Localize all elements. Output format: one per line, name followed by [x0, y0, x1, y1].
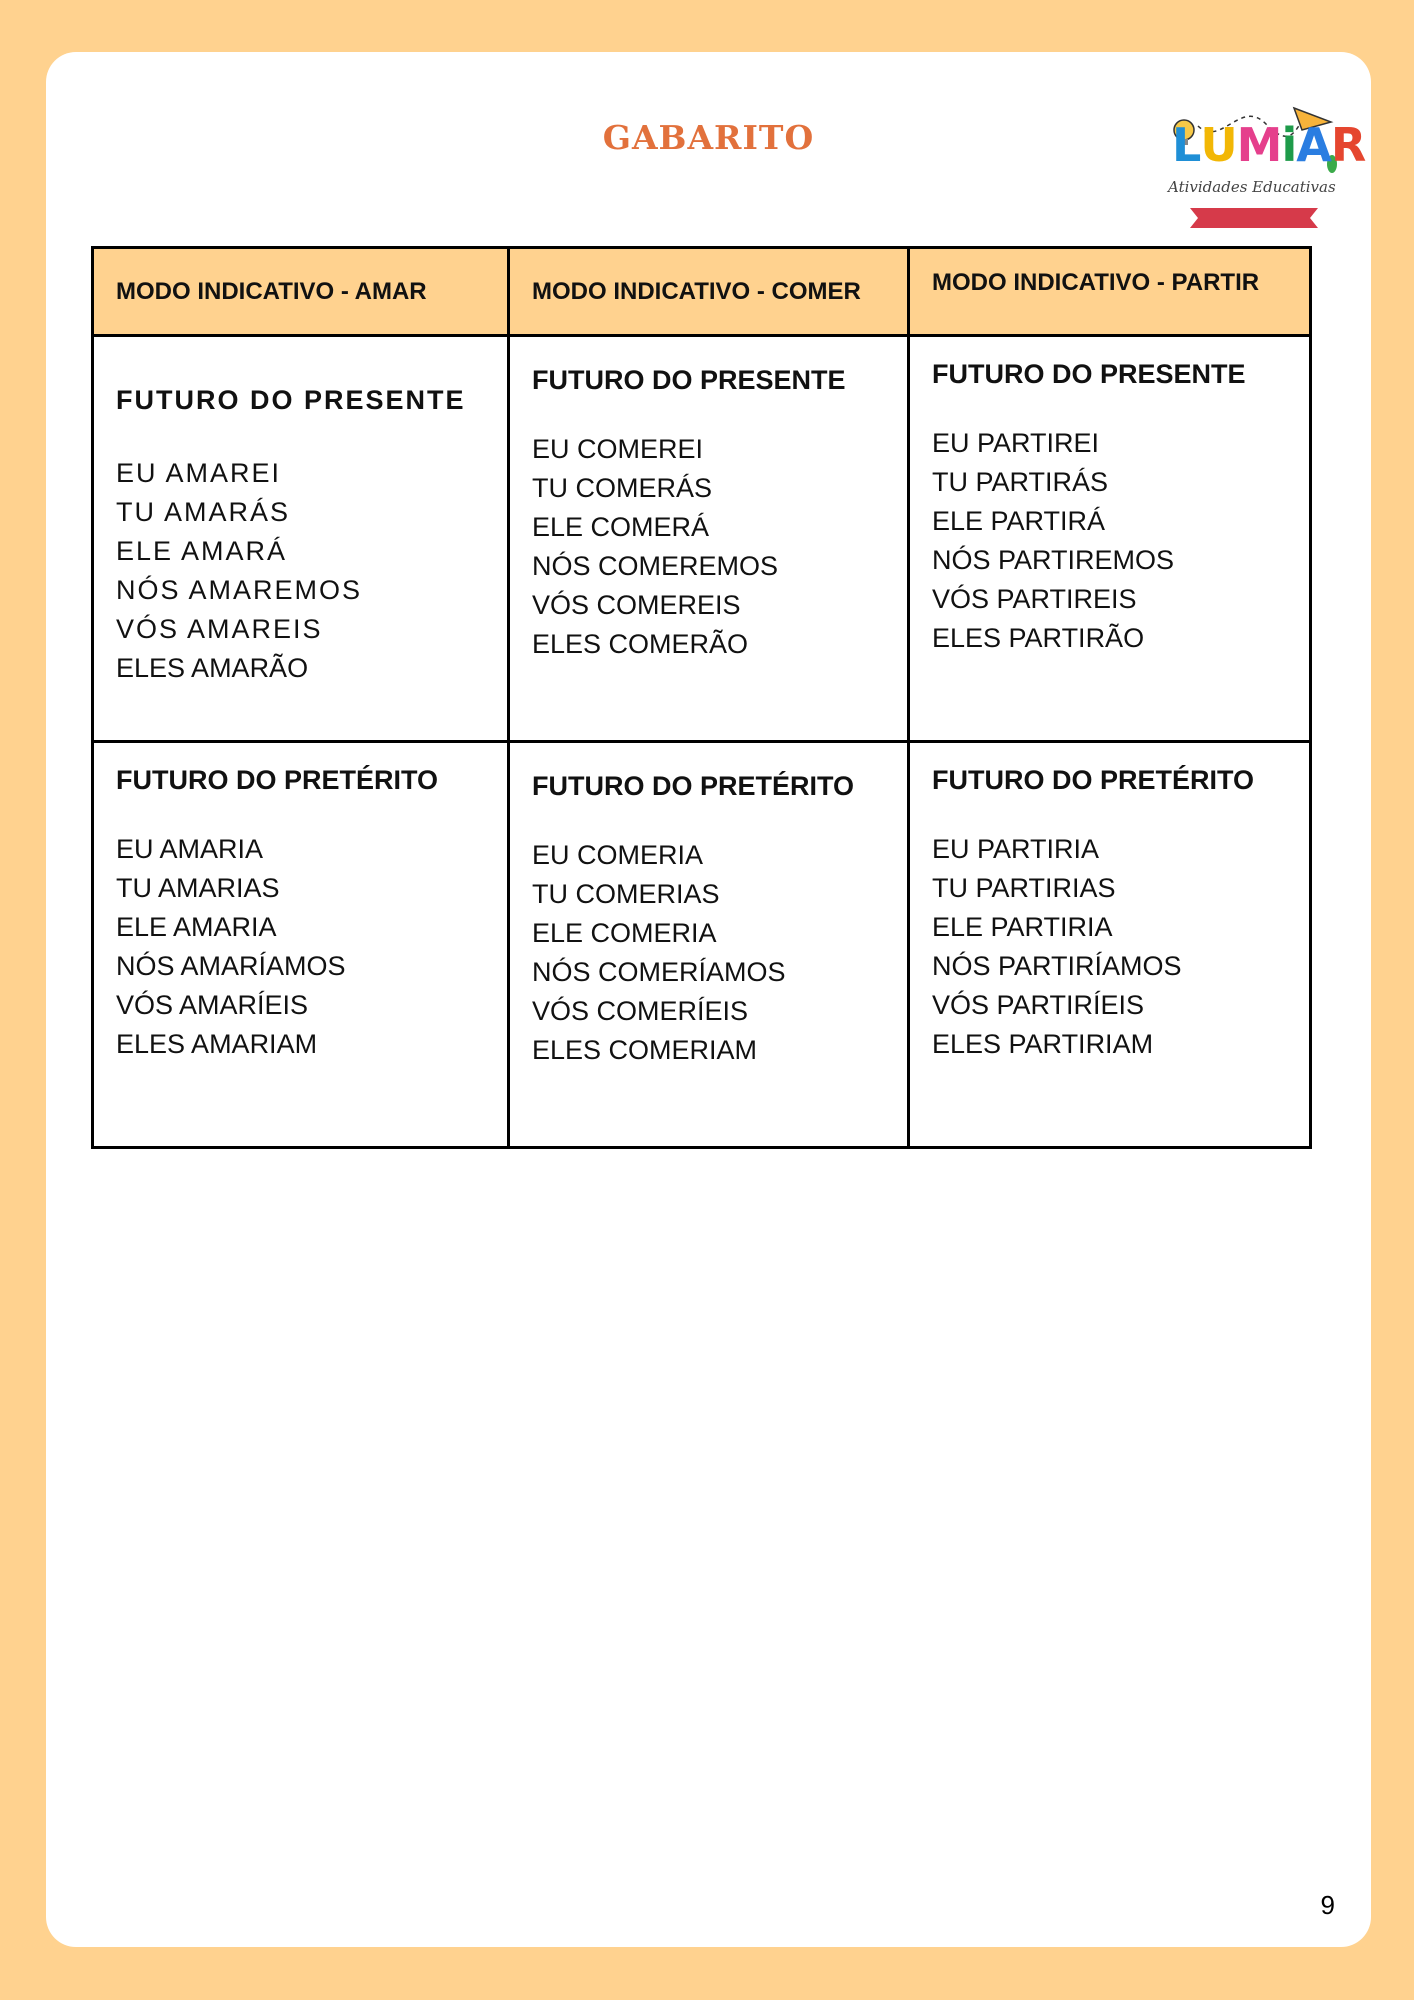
conjugation-line: ELES PARTIRIAM — [932, 1029, 1154, 1059]
table-cell — [93, 742, 509, 1148]
header-cell-amar: MODO INDICATIVO - AMAR — [93, 248, 509, 336]
logo-wordmark — [1172, 118, 1365, 172]
tense-heading: FUTURO DO PRETÉRITO — [116, 765, 439, 795]
conjugation-line: ELES PARTIRÃO — [932, 623, 1145, 653]
conjugation-line: EU COMERIA — [532, 840, 704, 870]
conjugation-line: EU AMAREI — [116, 458, 282, 488]
page-number: 9 — [1320, 1890, 1335, 1920]
conjugation-line: EU COMEREI — [532, 434, 704, 464]
conjugation-line: VÓS AMAREIS — [116, 614, 323, 644]
conjugation-line: NÓS PARTIREMOS — [932, 545, 1175, 575]
conjugation-line: TU COMERIAS — [532, 879, 720, 909]
header-cell-partir: MODO INDICATIVO - PARTIR — [909, 248, 1311, 336]
header-row — [93, 248, 1311, 336]
conjugation-line: EU PARTIRIA — [932, 834, 1100, 864]
conjugation-line: TU AMARÁS — [116, 497, 291, 527]
logo-letter: M — [1236, 118, 1282, 172]
conjugation-line: NÓS PARTIRÍAMOS — [932, 951, 1182, 981]
conjugation-line: ELE AMARÁ — [116, 536, 288, 566]
conjugation-line: TU COMERÁS — [532, 473, 713, 503]
table-cell — [909, 336, 1311, 742]
header-cell-comer: MODO INDICATIVO - COMER — [509, 248, 909, 336]
conjugation-line: EU PARTIREI — [932, 428, 1100, 458]
conjugation-line: ELE COMERÁ — [532, 512, 710, 542]
conjugation-line: ELE PARTIRIA — [932, 912, 1113, 942]
tense-heading: FUTURO DO PRESENTE — [532, 365, 846, 395]
conjugation-line: ELE AMARIA — [116, 912, 277, 942]
table-cell — [909, 742, 1311, 1148]
logo-letter: R — [1330, 118, 1366, 172]
conjugation-line: VÓS PARTIREIS — [932, 584, 1137, 614]
tense-heading: FUTURO DO PRESENTE — [932, 359, 1246, 389]
table-row — [93, 336, 1311, 742]
conjugation-line: NÓS COMERÍAMOS — [532, 957, 786, 987]
conjugation-table — [91, 246, 1312, 1149]
conjugation-line: TU AMARIAS — [116, 873, 280, 903]
lumiar-logo — [1166, 78, 1366, 238]
conjugation-line: ELE PARTIRÁ — [932, 506, 1106, 536]
conjugation-line: ELES AMARÃO — [116, 653, 309, 683]
conjugation-line: VÓS COMERÍEIS — [532, 996, 749, 1026]
conjugation-line: ELES COMERÃO — [532, 629, 749, 659]
conjugation-line: VÓS COMEREIS — [532, 590, 741, 620]
conjugation-line: TU PARTIRÁS — [932, 467, 1109, 497]
conjugation-line: ELES AMARIAM — [116, 1029, 318, 1059]
table-cell — [509, 742, 909, 1148]
conjugation-line: VÓS AMARÍEIS — [116, 990, 309, 1020]
table-cell — [93, 336, 509, 742]
logo-subtitle: Atividades Educativas — [1168, 178, 1336, 196]
conjugation-line: NÓS COMEREMOS — [532, 551, 779, 581]
table-cell — [509, 336, 909, 742]
logo-letter: A — [1296, 118, 1331, 172]
conjugation-line: NÓS AMAREMOS — [116, 575, 363, 605]
tense-heading: FUTURO DO PRETÉRITO — [532, 771, 855, 801]
logo-letter: L — [1172, 118, 1201, 172]
tense-heading: FUTURO DO PRESENTE — [116, 385, 466, 415]
conjugation-line: VÓS PARTIRÍEIS — [932, 990, 1145, 1020]
conjugation-line: EU AMARIA — [116, 834, 264, 864]
conjugation-line: TU PARTIRIAS — [932, 873, 1116, 903]
conjugation-line: ELE COMERIA — [532, 918, 717, 948]
page-sheet — [46, 52, 1371, 1947]
table-row — [93, 742, 1311, 1148]
logo-letter: U — [1200, 118, 1237, 172]
logo-letter: i — [1281, 118, 1297, 172]
conjugation-line: ELES COMERIAM — [532, 1035, 758, 1065]
tense-heading: FUTURO DO PRETÉRITO — [932, 765, 1255, 795]
conjugation-line: NÓS AMARÍAMOS — [116, 951, 346, 981]
page-title: GABARITO — [602, 118, 815, 157]
